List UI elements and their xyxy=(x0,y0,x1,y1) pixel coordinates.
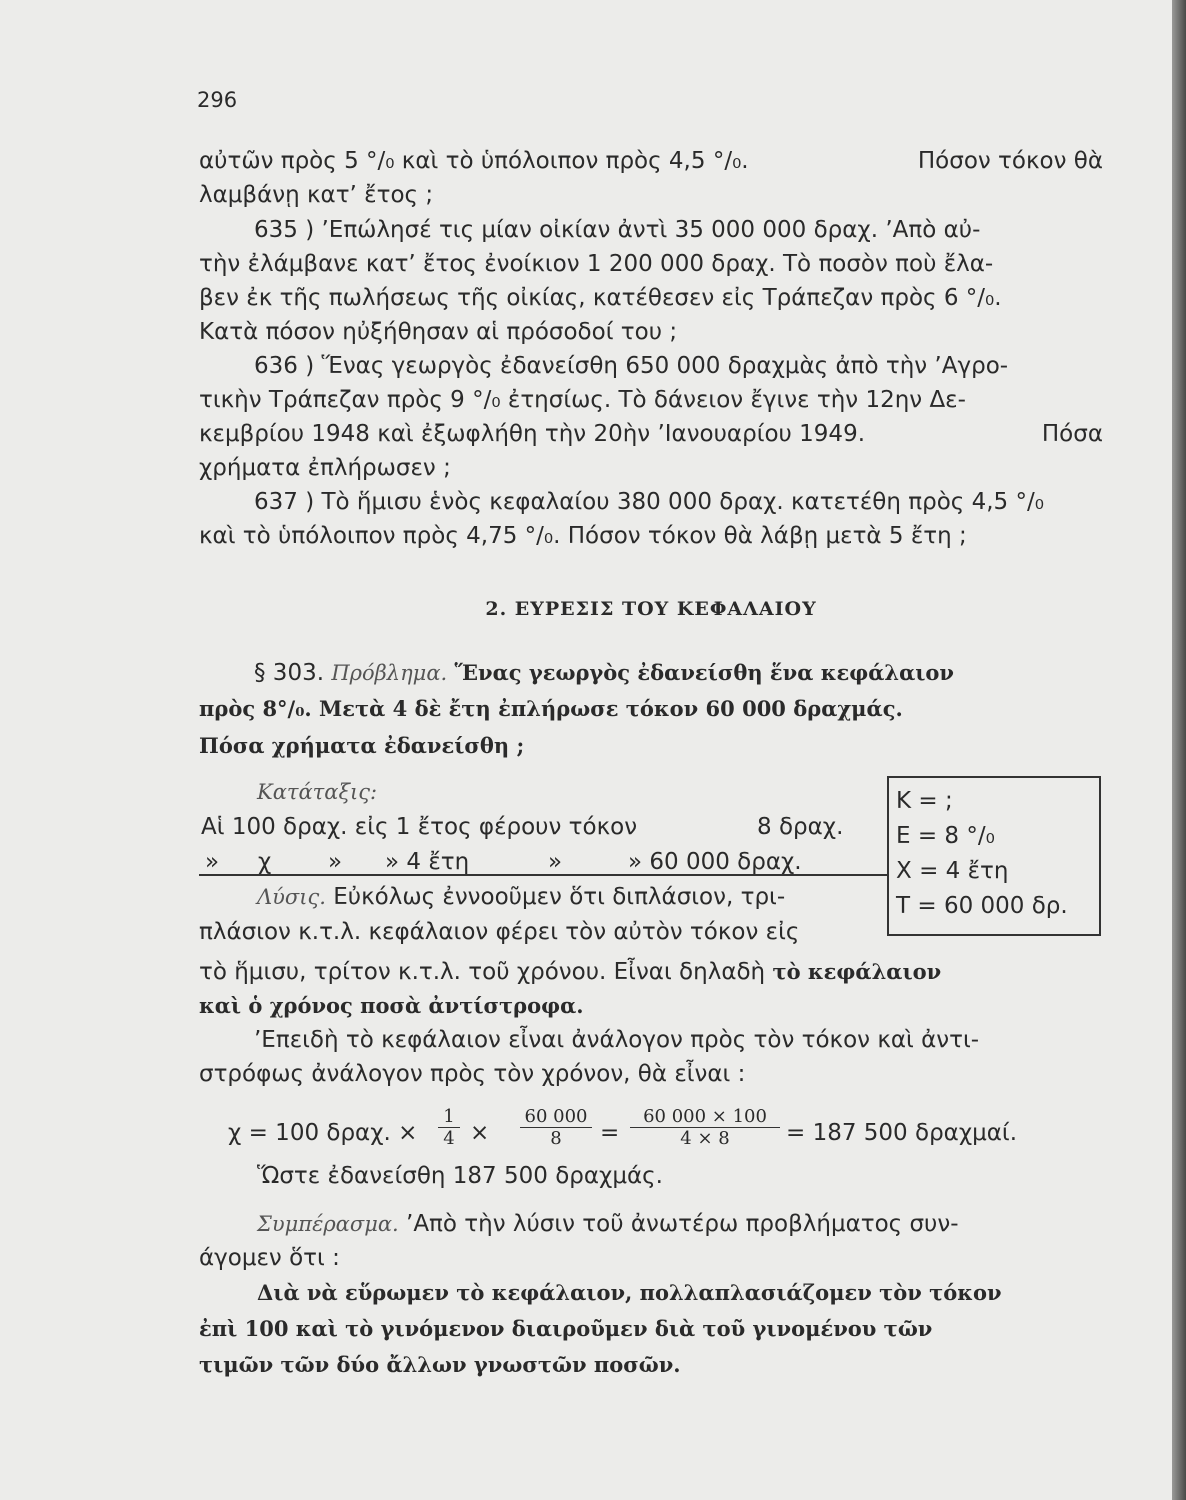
rule-line: τιμῶν τῶν δύο ἄλλων γνωστῶν ποσῶν. xyxy=(199,1352,681,1377)
arrangement-ditto: » xyxy=(328,849,343,875)
arrangement-ditto: » xyxy=(548,849,563,875)
rule-line: ἐπὶ 100 καὶ τὸ γινόμενον διαιροῦμεν διὰ τοῦ γινομένου τῶν xyxy=(199,1316,933,1341)
problem-line: πρὸς 8°/₀. Μετὰ 4 δὲ ἔτη ἐπλήρωσε τόκον 60 000 δραχμάς. xyxy=(199,696,903,721)
text-line: βεν ἐκ τῆς πωλήσεως τῆς οἰκίας, κατέθεσεν εἰς Τράπεζαν πρὸς 6 °/₀. xyxy=(199,285,1002,311)
rule-line: Διὰ νὰ εὕρωμεν τὸ κεφάλαιον, πολλαπλασιάζομεν τὸν τόκον xyxy=(257,1280,1002,1305)
text-line: τὴν ἐλάμβανε κατ’ ἔτος ἐνοίκιον 1 200 000 δραχ. Τὸ ποσὸν ποὺ ἔλα- xyxy=(199,251,994,277)
exercise-636: 636 ) Ἕνας γεωργὸς ἐδανείσθη 650 000 δραχμὰς ἀπὸ τὴν ’Αγρο- xyxy=(254,353,1009,379)
problem-line: § 303. Πρόβλημα. Ἕνας γεωργὸς ἐδανείσθη ἕνα κεφάλαιον xyxy=(254,660,954,686)
conclusion-line: άγομεν ὅτι : xyxy=(199,1245,340,1271)
formula-times: × xyxy=(470,1120,490,1146)
arrangement-row: Αἱ 100 δραχ. εἰς 1 ἔτος φέρουν τόκον xyxy=(201,814,638,840)
text-line: τικὴν Τράπεζαν πρὸς 9 °/₀ ἐτησίως. Τὸ δάνειον ἔγινε τὴν 12ην Δε- xyxy=(199,387,966,413)
problem-line: Πόσα χρήματα ἐδανείσθη ; xyxy=(199,733,525,758)
box-line: Τ = 60 000 δρ. xyxy=(896,893,1068,919)
arrangement-ditto: » xyxy=(205,849,220,875)
formula-equals: = xyxy=(600,1120,620,1146)
solution-line: τὸ ἥμισυ, τρίτον κ.τ.λ. τοῦ χρόνου. Εἶναι δηλαδὴ τὸ κεφάλαιον xyxy=(199,959,942,985)
arrangement-years: » 4 ἔτη xyxy=(385,849,470,875)
solution-line: καὶ ὁ χρόνος ποσὰ ἀντίστροφα. xyxy=(199,993,584,1018)
text-line: χρήματα ἐπλήρωσεν ; xyxy=(199,455,451,481)
formula-result: = 187 500 δραχμαί. xyxy=(786,1120,1018,1146)
box-line: Κ = ; xyxy=(896,788,953,814)
arrangement-var: χ xyxy=(258,849,272,875)
arrangement-rule xyxy=(199,874,889,876)
section-title: 2. ΕΥΡΕΣΙΣ ΤΟΥ ΚΕΦΑΛΑΙΟΥ xyxy=(485,598,817,620)
solution-line: πλάσιον κ.τ.λ. κεφάλαιον φέρει τὸν αὐτὸν τόκον εἰς xyxy=(199,919,800,945)
page-number: 296 xyxy=(197,88,238,112)
text-line: κεμβρίου 1948 καὶ ἐξωφλήθη τὴν 20ὴν ’Ιανουαρίου 1949. Πόσα xyxy=(199,421,1103,447)
arrangement-label: Κατάταξις: xyxy=(257,780,378,804)
box-line: Ε = 8 °/₀ xyxy=(896,823,995,849)
exercise-637: 637 ) Τὸ ἥμισυ ἑνὸς κεφαλαίου 380 000 δραχ. κατετέθη πρὸς 4,5 °/₀ xyxy=(254,489,1044,515)
conclusion-line: Συμπέρασμα. ’Απὸ τὴν λύσιν τοῦ ἀνωτέρω προβλήματος συν- xyxy=(257,1211,959,1237)
text-line: λαμβάνῃ κατ’ ἔτος ; xyxy=(199,182,434,208)
page-edge-shadow xyxy=(1172,0,1186,1500)
fraction-interest-over-rate: $\frac{60 000}{8}$ xyxy=(520,1106,592,1149)
arrangement-value: » 60 000 δραχ. xyxy=(628,849,802,875)
box-line: Χ = 4 ἔτη xyxy=(896,858,1009,884)
result-line: Ὥστε ἐδανείσθη 187 500 δραχμάς. xyxy=(257,1163,663,1189)
solution-line: ’Επειδὴ τὸ κεφάλαιον εἶναι ἀνάλογον πρὸς τὸν τόκον καὶ ἀντι- xyxy=(254,1027,980,1053)
text-line: καὶ τὸ ὑπόλοιπον πρὸς 4,75 °/₀. Πόσον τόκον θὰ λάβῃ μετὰ 5 ἔτη ; xyxy=(199,523,967,549)
exercise-635: 635 ) ’Επώλησέ τις μίαν οἰκίαν ἀντὶ 35 000 000 δραχ. ’Απὸ αὐ- xyxy=(254,217,981,243)
arrangement-value: 8 δραχ. xyxy=(757,814,844,840)
fraction-one-quarter: $\frac{1}{4}$ xyxy=(438,1106,460,1149)
text-line: Κατὰ πόσον ηὐξήθησαν αἱ πρόσοδοί του ; xyxy=(199,319,678,345)
text-line: αὐτῶν πρὸς 5 °/₀ καὶ τὸ ὑπόλοιπον πρὸς 4,5 °/₀. Πόσον τόκον θὰ xyxy=(199,148,1103,174)
fraction-expanded: $\frac{60 000 \times 100}{4 \times 8}$ xyxy=(630,1106,780,1149)
solution-line: Λύσις. Εὐκόλως ἐννοοῦμεν ὅτι διπλάσιον, τρι- xyxy=(257,884,786,910)
formula-lhs: χ = 100 δραχ. × xyxy=(228,1120,418,1146)
solution-line: στρόφως ἀνάλογον πρὸς τὸν χρόνον, θὰ εἶναι : xyxy=(199,1061,746,1087)
